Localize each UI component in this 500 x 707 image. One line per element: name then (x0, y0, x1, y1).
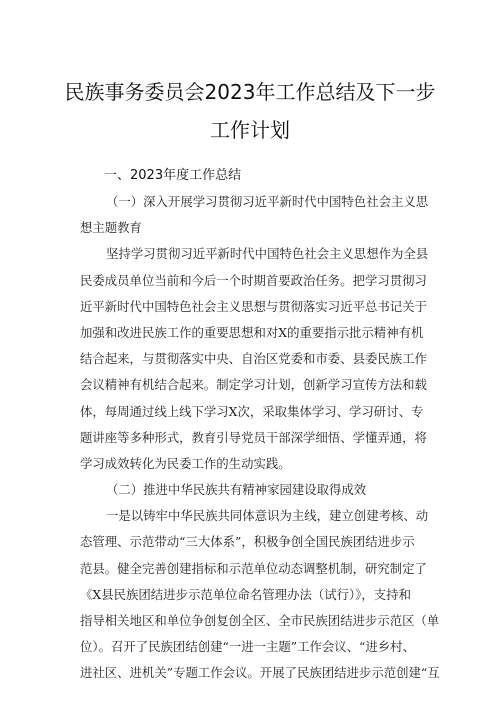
paragraph-line: 结合起来，与贯彻落实中央、自治区党委和市委、县委民族工作 (80, 351, 427, 367)
paragraph-line: 《X县民族团结进步示范单位命名管理办法（试行）》，支持和 (80, 586, 411, 602)
paragraph-line: 一是以铸牢中华民族共同体意识为主线，建立创建考核、动 (106, 508, 429, 524)
paragraph-line: 题讲座等多种形式，教育引导党员干部深学细悟、学懂弄通，将 (80, 429, 427, 445)
paragraph-line: 近平新时代中国特色社会主义思想与贯彻落实习近平总书记关于 (80, 298, 427, 314)
paragraph-line: 坚持学习贯彻习近平新时代中国特色社会主义思想作为全县 (106, 246, 429, 262)
paragraph-line: 位）。召开了民族团结创建“一进一主题”工作会议、“进乡村、 (80, 639, 415, 655)
paragraph-line: 态管理、示范带动“三大体系”，积极争创全国民族团结进步示 (80, 534, 415, 550)
paragraph-line: 会议精神有机结合起来。制定学习计划，创新学习宣传方法和载 (80, 377, 427, 393)
document-body (80, 189, 440, 687)
subsection-heading-1-cont: 想主题教育 (80, 220, 142, 236)
document-title-line-2: 工作计划 (210, 118, 290, 142)
paragraph-line: 指导相关地区和单位争创复创全区、全市民族团结进步示范区（单 (80, 613, 440, 628)
paragraph-line: 进社区、进机关”专题工作会议。开展了民族团结进步示范创建“互 (80, 665, 440, 681)
subsection-heading-1: （一）深入开展学习贯彻习近平新时代中国特色社会主义思 (106, 194, 429, 209)
paragraph-line: 体，每周通过线上线下学习X次，采取集体学习、学习研讨、专 (80, 403, 424, 419)
subsection-heading-2: （二）推进中华民族共有精神家园建设取得成效 (106, 482, 367, 498)
document-title-line-1: 民族事务委员会2023年工作总结及下一步 (64, 80, 436, 104)
section-heading: 一、2023年度工作总结 (104, 168, 242, 183)
paragraph-line: 加强和改进民族工作的重要思想和对X的重要指示批示精神有机 (80, 324, 424, 340)
paragraph-line: 民委成员单位当前和今后一个时期首要政治任务。把学习贯彻习 (80, 272, 427, 288)
paragraph-line: 范县。健全完善创建指标和示范单位动态调整机制，研究制定了 (80, 560, 427, 576)
paragraph-line: 学习成效转化为民委工作的生动实践。 (80, 455, 291, 471)
